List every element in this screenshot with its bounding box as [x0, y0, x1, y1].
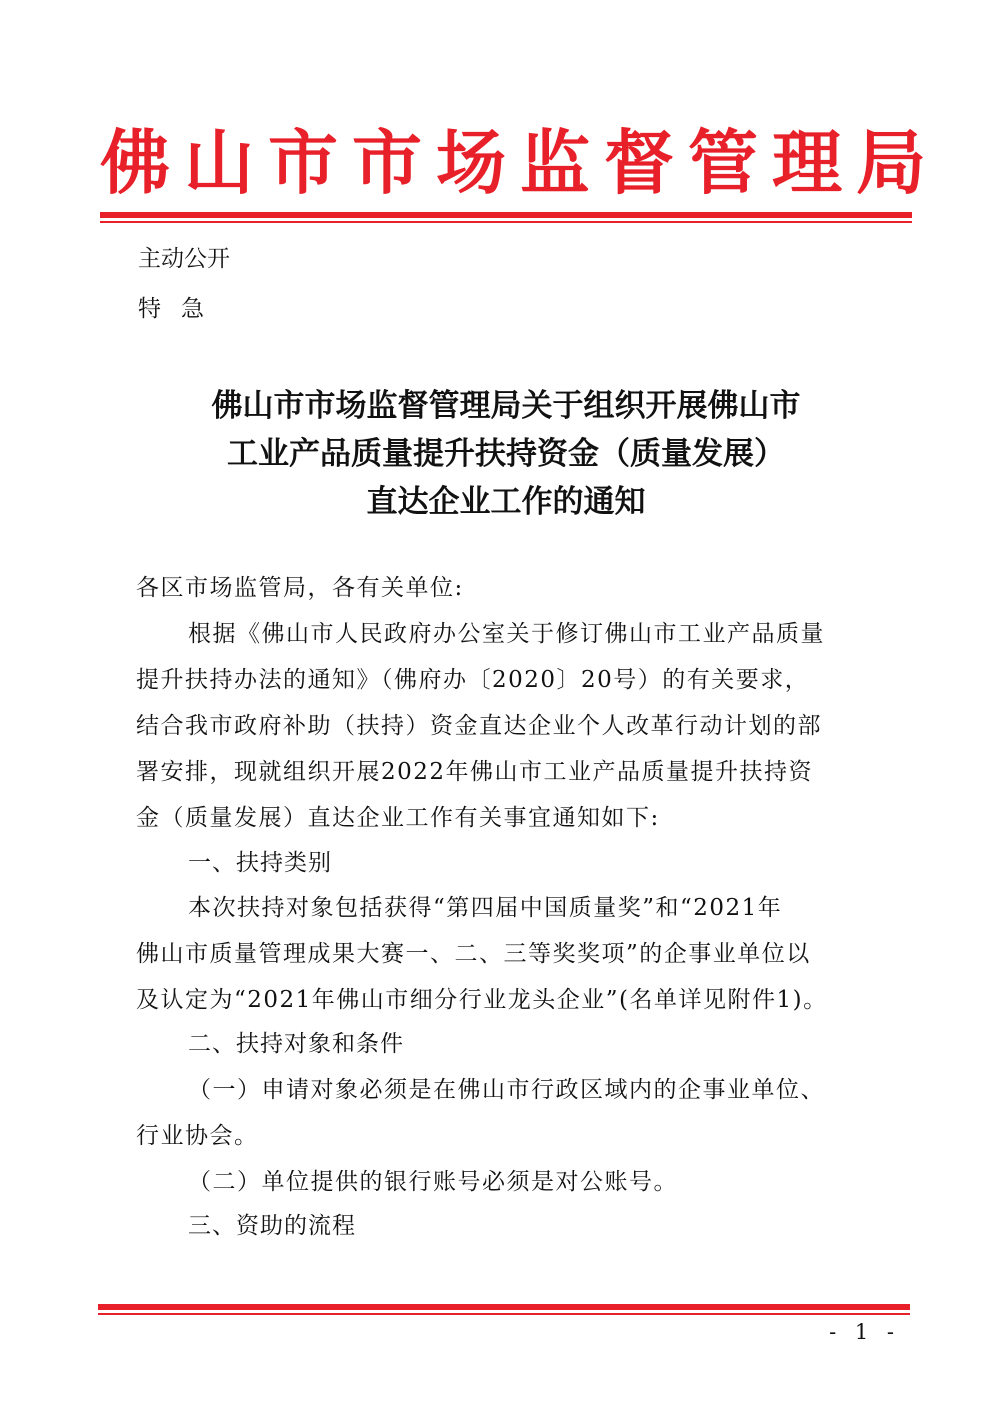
header-rule-thin	[100, 221, 912, 223]
item-2-line: （二）单位提供的银行账号必须是对公账号。	[188, 1169, 678, 1195]
page-number: - 1 -	[829, 1320, 900, 1344]
item-1-line: （一）申请对象必须是在佛山市行政区域内的企事业单位、	[188, 1077, 825, 1103]
header-rule-thick	[100, 212, 912, 218]
paragraph-1-line: 提升扶持办法的通知》（佛府办〔2020〕20号）的有关要求，	[136, 667, 810, 693]
issuing-authority-heading: 佛山市市场监督管理局	[100, 121, 940, 204]
urgency-label: 特急	[138, 296, 224, 322]
section-2-heading: 二、扶持对象和条件	[188, 1031, 404, 1057]
paragraph-2-line: 及认定为“2021年佛山市细分行业龙头企业”(名单详见附件1)。	[136, 987, 828, 1013]
paragraph-1-line: 金（质量发展）直达企业工作有关事宜通知如下:	[136, 805, 660, 831]
notice-title-line-2: 工业产品质量提升扶持资金（质量发展）	[227, 436, 785, 472]
paragraph-2-line: 佛山市质量管理成果大赛一、二、三等奖奖项”的企事业单位以	[136, 941, 811, 967]
section-3-heading: 三、资助的流程	[188, 1213, 356, 1239]
disclosure-label: 主动公开	[138, 246, 230, 272]
paragraph-1-line: 根据《佛山市人民政府办公室关于修订佛山市工业产品质量	[188, 621, 825, 647]
paragraph-1-line: 结合我市政府补助（扶持）资金直达企业个人改革行动计划的部	[136, 713, 822, 739]
section-1-heading: 一、扶持类别	[188, 850, 332, 876]
footer-rule-thick	[98, 1304, 910, 1310]
notice-title-line-3: 直达企业工作的通知	[366, 484, 646, 520]
paragraph-2-line: 本次扶持对象包括获得“第四届中国质量奖”和“2021年	[188, 895, 783, 921]
notice-title-line-1: 佛山市市场监督管理局关于组织开展佛山市	[211, 388, 801, 424]
item-1-line: 行业协会。	[136, 1123, 259, 1149]
footer-red-rule	[98, 1304, 910, 1318]
salutation: 各区市场监管局，各有关单位:	[136, 575, 464, 601]
footer-rule-thin	[98, 1313, 910, 1315]
paragraph-1-line: 署安排，现就组织开展2022年佛山市工业产品质量提升扶持资	[136, 759, 814, 785]
header-red-rule	[100, 212, 912, 226]
